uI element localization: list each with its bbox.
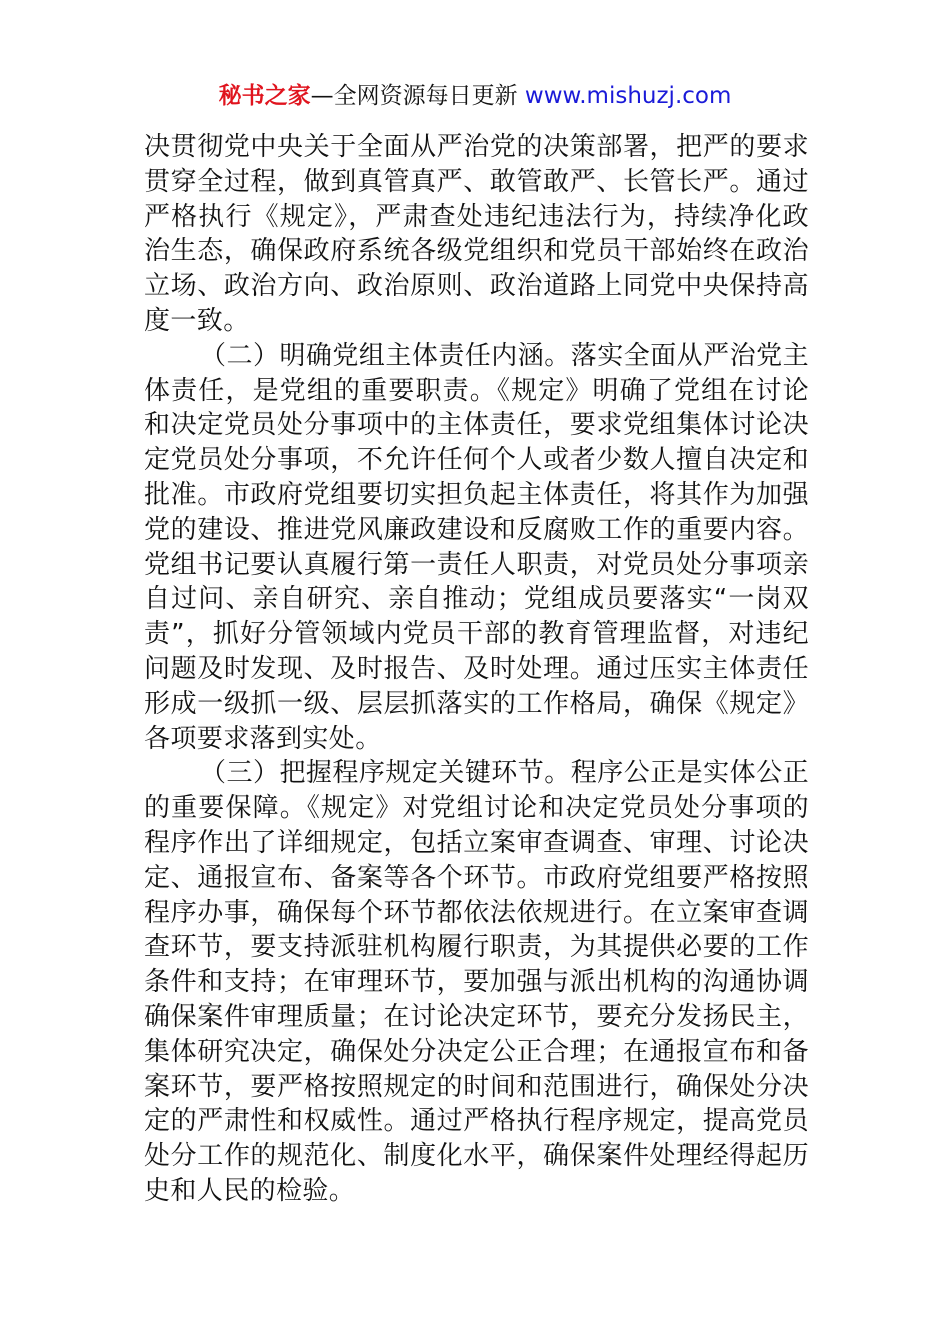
page-header [0,80,950,112]
site-brand: 秘书之家 [218,83,311,109]
paragraph-continuation: 决贯彻党中央关于全面从严治党的决策部署，把严的要求贯穿全过程，做到真管真严、敢管敢严、长管长严。通过严格执行《规定》，严肃查处违纪违法行为，持续净化政治生态，确保政府系统各级党组织和党员干部始终在政治立场、政治方向、政治原则、政治道路上同党中央保持高度一致。 [144,132,809,336]
paragraph-section-2: （二）明确党组主体责任内涵。落实全面从严治党主体责任，是党组的重要职责。《规定》明确了党组在讨论和决定党员处分事项中的主体责任，要求党组集体讨论决定党员处分事项，不允许任何个人或者少数人擅自决定和批准。市政府党组要切实担负起主体责任，将其作为加强党的建设、推进党风廉政建设和反腐败工作的重要内容。党组书记要认真履行第一责任人职责，对党员处分事项亲自过问、亲自研究、亲自推动；党组成员要落实“一岗双责”，抓好分管领域内党员干部的教育管理监督，对违纪问题及时发现、及时报告、及时处理。通过压实主体责任形成一级抓一级、层层抓落实的工作格局，确保《规定》各项要求落到实处。 [144,340,809,754]
header-dash: — [310,83,334,109]
paragraph-section-3: （三）把握程序规定关键环节。程序公正是实体公正的重要保障。《规定》对党组讨论和决定党员处分事项的程序作出了详细规定，包括立案审查调查、审理、讨论决定、通报宣布、备案等各个环节。市政府党组要严格按照程序办事，确保每个环节都依法依规进行。在立案审查调查环节，要支持派驻机构履行职责，为其提供必要的工作条件和支持；在审理环节，要加强与派出机构的沟通协调确保案件审理质量；在讨论决定环节，要充分发扬民主，集体研究决定，确保处分决定公正合理；在通报宣布和备案环节，要严格按照规定的时间和范围进行，确保处分决定的严肃性和权威性。通过严格执行程序规定，提高党员处分工作的规范化、制度化水平，确保案件处理经得起历史和人民的检验。 [144,758,809,1206]
site-url-link[interactable]: www.mishuzj.com [524,83,732,109]
header-tagline: 全网资源每日更新 [333,83,525,109]
document-body [144,130,809,1209]
